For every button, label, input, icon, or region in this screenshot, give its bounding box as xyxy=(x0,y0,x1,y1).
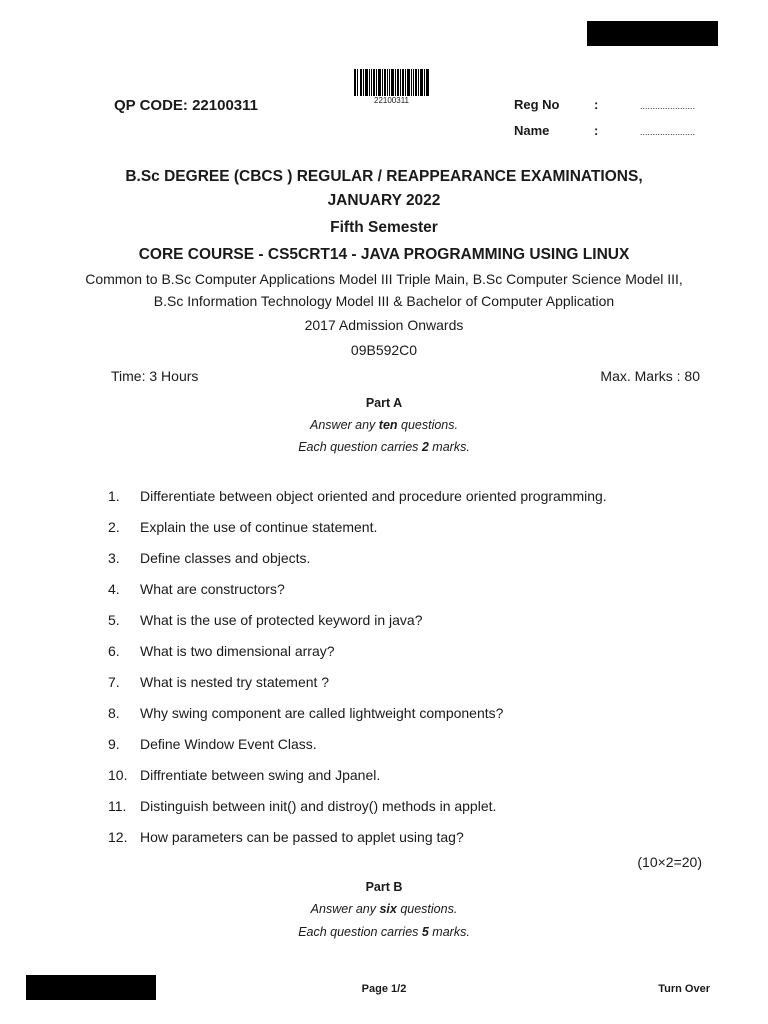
reg-no-label: Reg No xyxy=(514,97,560,112)
question-item xyxy=(108,550,708,581)
barcode-number: 22100311 xyxy=(374,96,409,105)
reg-no-colon: : xyxy=(594,97,599,112)
question-item xyxy=(108,798,708,829)
name-blank: ...................... xyxy=(640,127,696,137)
exam-title-line2: JANUARY 2022 xyxy=(327,192,441,209)
part-b-instruction-marks: Each question carries 5 marks. xyxy=(298,925,470,939)
part-a-instruction-marks: Each question carries 2 marks. xyxy=(298,440,470,454)
question-text: Define classes and objects. xyxy=(140,550,311,566)
qp-code: QP CODE: 22100311 xyxy=(114,97,258,114)
question-item xyxy=(108,767,708,798)
name-colon: : xyxy=(594,123,599,138)
common-to-line1: Common to B.Sc Computer Applications Model III Triple Main, B.Sc Computer Science Model III, xyxy=(85,271,683,287)
question-text: What is nested try statement ? xyxy=(140,674,330,690)
part-a-instruction-count: Answer any ten questions. xyxy=(310,418,458,432)
name-label: Name xyxy=(514,123,550,138)
turn-over-label: Turn Over xyxy=(658,983,710,995)
question-item xyxy=(108,488,708,519)
part-b-instruction-count: Answer any six questions. xyxy=(310,902,458,916)
part-b-title: Part B xyxy=(365,880,403,894)
question-number: 10. xyxy=(108,767,128,783)
question-text: Diffrentiate between swing and Jpanel. xyxy=(140,767,381,783)
part-a-title: Part A xyxy=(365,396,403,410)
question-text: What are constructors? xyxy=(140,581,285,597)
common-to-line2: B.Sc Information Technology Model III & Bachelor of Computer Application xyxy=(153,293,615,309)
question-item xyxy=(108,643,708,674)
question-number: 4. xyxy=(108,581,120,597)
page-number: Page 1/2 xyxy=(361,983,407,995)
question-number: 6. xyxy=(108,643,120,659)
exam-title-line1: B.Sc DEGREE (CBCS ) REGULAR / REAPPEARANCE EXAMINATIONS, xyxy=(125,168,643,185)
part-a-total-marks: (10×2=20) xyxy=(637,854,702,870)
question-number: 2. xyxy=(108,519,120,535)
question-text: What is the use of protected keyword in java? xyxy=(140,612,423,628)
question-text: How parameters can be passed to applet using tag? xyxy=(140,829,464,845)
question-item xyxy=(108,736,708,767)
question-item xyxy=(108,519,708,550)
question-number: 11. xyxy=(108,798,127,814)
question-text: What is two dimensional array? xyxy=(140,643,335,659)
question-text: Distinguish between init() and distroy() methods in applet. xyxy=(140,798,497,814)
reg-no-blank: ...................... xyxy=(640,101,696,111)
admission-year: 2017 Admission Onwards xyxy=(304,317,464,333)
question-number: 3. xyxy=(108,550,120,566)
question-item xyxy=(108,612,708,643)
question-item xyxy=(108,581,708,612)
question-item xyxy=(108,829,708,860)
question-number: 9. xyxy=(108,736,120,752)
question-number: 7. xyxy=(108,674,120,690)
part-a-question-list xyxy=(108,488,708,860)
question-text: Why swing component are called lightweight components? xyxy=(140,705,504,721)
time-allowed: Time: 3 Hours xyxy=(111,368,199,384)
question-text: Define Window Event Class. xyxy=(140,736,317,752)
redaction-box-top xyxy=(587,21,718,46)
question-item xyxy=(108,705,708,736)
question-text: Explain the use of continue statement. xyxy=(140,519,378,535)
question-text: Differentiate between object oriented and procedure oriented programming. xyxy=(140,488,607,504)
question-number: 5. xyxy=(108,612,120,628)
semester: Fifth Semester xyxy=(330,219,438,236)
barcode-image xyxy=(354,69,429,96)
question-number: 12. xyxy=(108,829,128,845)
question-number: 1. xyxy=(108,488,120,504)
question-item xyxy=(108,674,708,705)
question-number: 8. xyxy=(108,705,120,721)
max-marks: Max. Marks : 80 xyxy=(600,368,700,384)
paper-code: 09B592C0 xyxy=(350,342,418,358)
course-title: CORE COURSE - CS5CRT14 - JAVA PROGRAMMING USING LINUX xyxy=(138,246,630,263)
